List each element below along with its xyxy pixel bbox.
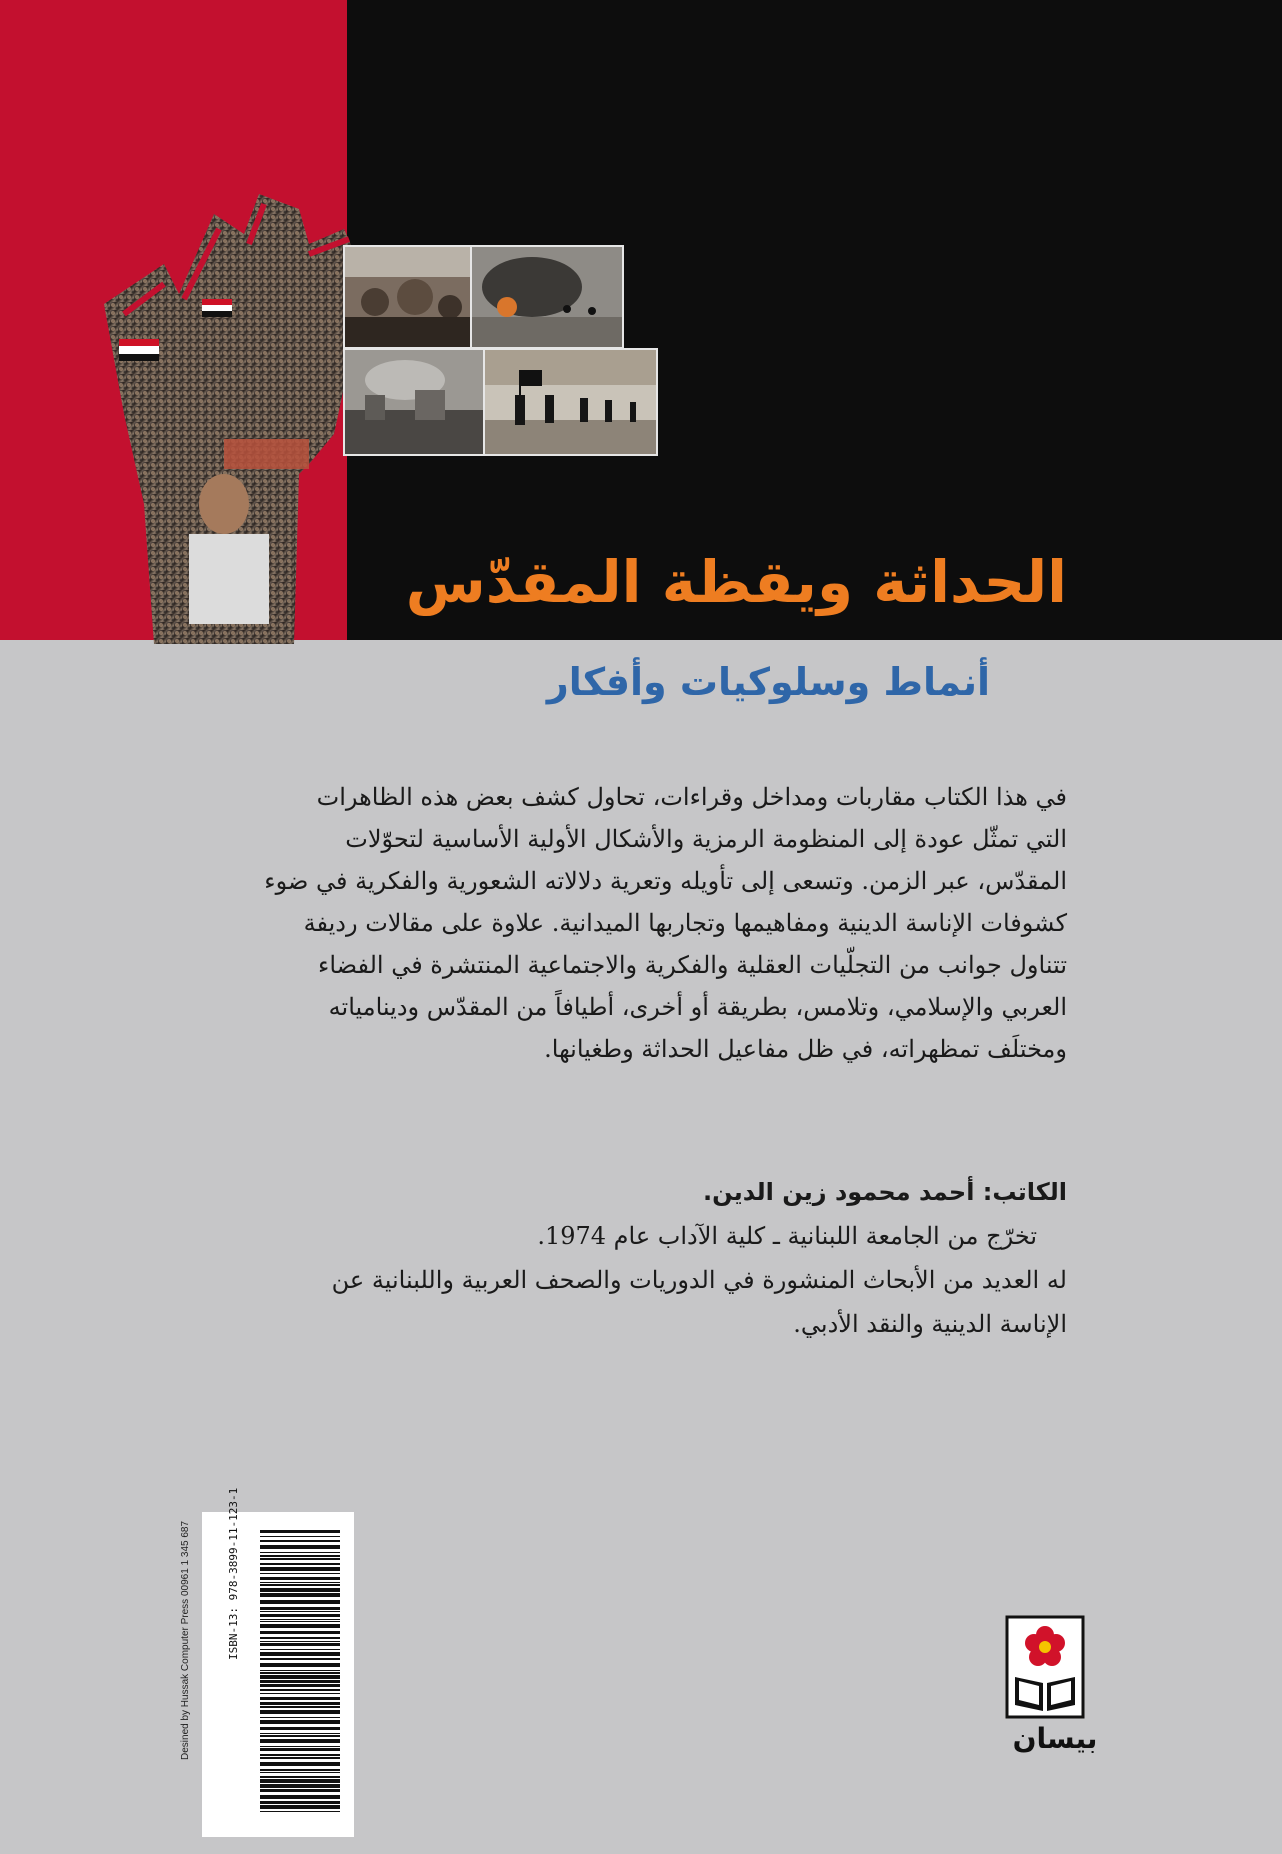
barcode-bar: [260, 1754, 340, 1756]
barcode-bar: [260, 1702, 340, 1705]
barcode-bar: [260, 1805, 340, 1809]
book-title: الحداثة ويقظة المقدّس: [405, 548, 1067, 616]
book-subtitle: أنماط وسلوكيات وأفكار: [546, 660, 990, 704]
barcode-bar: [260, 1757, 340, 1759]
barcode-bar: [260, 1769, 340, 1771]
barcode-bar: [260, 1680, 340, 1683]
barcode-bar: [260, 1567, 340, 1571]
barcode-bar: [260, 1672, 340, 1674]
barcode-bar: [260, 1563, 340, 1565]
barcode-bar: [260, 1746, 340, 1747]
description-line: تتناول جوانب من التجلّيات العقلية والفكرية والاجتماعية المنتشرة في الفضاء: [318, 951, 1067, 979]
barcode-bar: [260, 1789, 340, 1792]
barcode-bar: [260, 1619, 340, 1620]
barcode-bar: [260, 1772, 340, 1773]
barcode-bar: [260, 1801, 340, 1804]
barcode-bar: [260, 1552, 340, 1553]
barcode-bar: [260, 1582, 340, 1583]
barcode-bar: [260, 1720, 340, 1724]
barcode-bar: [260, 1637, 340, 1639]
author-bio: [182, 1170, 1067, 1346]
barcode-bar: [260, 1706, 340, 1708]
author-bio-line: الإناسة الدينية والنقد الأدبي.: [793, 1310, 1067, 1338]
barcode-bar: [260, 1727, 340, 1730]
barcode-bar: [260, 1717, 340, 1718]
barcode-bar: [260, 1748, 340, 1751]
barcode-bar: [260, 1762, 340, 1766]
description-line: العربي والإسلامي، وتلامس، بطريقة أو أخرى، أطيافاً من المقدّس ودينامياته: [328, 993, 1067, 1021]
press-credit: Desined by Hussak Computer Press 00961 1 345 687: [180, 1520, 191, 1760]
barcode-bar: [260, 1611, 340, 1612]
flower-book-logo-icon: [1005, 1615, 1085, 1720]
barcode-bar: [260, 1697, 340, 1700]
author-bio-line: له العديد من الأبحاث المنشورة في الدوريات والصحف العربية واللبنانية عن: [331, 1266, 1067, 1294]
barcode-bar: [260, 1577, 340, 1580]
description-line: المقدّس، عبر الزمن. وتسعى إلى تأويله وتعرية دلالاته الشعورية والفكرية في ضوء: [264, 867, 1067, 895]
author-bio-line: تخرّج من الجامعة اللبنانية ـ كلية الآداب عام 1974.: [537, 1222, 1037, 1250]
barcode-bar: [260, 1631, 340, 1634]
street-smoke-photo: [470, 245, 624, 349]
barcode-bar: [260, 1607, 340, 1610]
barcode-bar: [260, 1652, 340, 1656]
barcode-bar: [260, 1779, 340, 1783]
barcode-bar: [260, 1536, 340, 1537]
author-name: الكاتب: أحمد محمود زين الدين.: [703, 1178, 1067, 1206]
barcode-bar: [260, 1555, 340, 1557]
barcode-bars: [202, 1512, 354, 1837]
barcode-bar: [260, 1593, 340, 1597]
barcode-bar: [260, 1670, 340, 1671]
barcode-bar: [260, 1784, 340, 1788]
barcode-bar: [260, 1710, 340, 1714]
barcode-bar: [260, 1584, 340, 1586]
barcode-bar: [260, 1658, 340, 1660]
barcode-bar: [260, 1739, 340, 1743]
isbn-number: ISBN-13: 978-3899-11-123-1: [227, 1487, 240, 1660]
barcode-bar: [260, 1735, 340, 1737]
barcode-bar: [260, 1684, 340, 1687]
barcode: [202, 1512, 354, 1837]
barcode-bar: [260, 1573, 340, 1574]
barcode-bar: [260, 1643, 340, 1646]
barcode-bar: [260, 1649, 340, 1650]
black-flag-fighters-photo: [483, 348, 658, 456]
barcode-bar: [260, 1689, 340, 1691]
barcode-bar: [260, 1558, 340, 1560]
description-line: في هذا الكتاب مقاربات ومداخل وقراءات، تحاول كشف بعض هذه الظاهرات: [316, 783, 1067, 811]
barcode-bar: [260, 1530, 340, 1533]
barcode-bar: [260, 1675, 340, 1679]
barcode-bar: [260, 1733, 340, 1734]
protest-crowd-photo: [343, 245, 472, 349]
barcode-bar: [260, 1641, 340, 1642]
barcode-bar: [260, 1693, 340, 1694]
barcode-bar: [260, 1545, 340, 1549]
description-line: كشوفات الإناسة الدينية ومفاهيمها وتجاربها الميدانية. علاوة على مقالات رديفة: [303, 909, 1067, 937]
barcode-bar: [260, 1811, 340, 1812]
barcode-bar: [260, 1624, 340, 1628]
barcode-bar: [260, 1540, 340, 1542]
description-line: ومختلَف تمظهراته، في ظل مفاعيل الحداثة وطغيانها.: [544, 1035, 1067, 1063]
description-line: التي تمثّل عودة إلى المنظومة الرمزية والأشكال الأولية الأساسية لتحوّلات: [345, 825, 1067, 853]
barcode-bar: [260, 1600, 340, 1604]
barcode-bar: [260, 1588, 340, 1592]
barcode-bar: [260, 1776, 340, 1778]
barcode-bar: [260, 1663, 340, 1667]
barcode-bar: [260, 1621, 340, 1622]
publisher-name: بيسان: [1012, 1722, 1098, 1755]
ruined-city-photo: [343, 348, 485, 456]
barcode-bar: [260, 1795, 340, 1799]
description-block: [182, 776, 1067, 1070]
barcode-bar: [260, 1614, 340, 1617]
